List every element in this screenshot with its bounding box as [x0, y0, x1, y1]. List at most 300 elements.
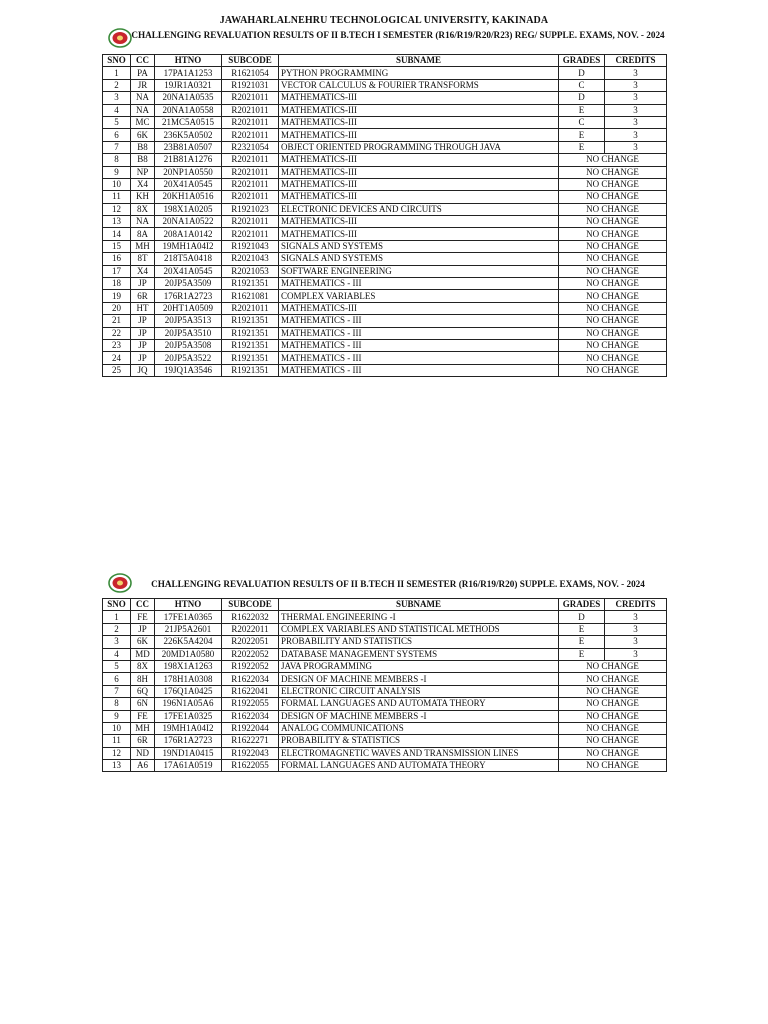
- cc-cell: PA: [131, 67, 155, 79]
- subcode-cell: R1921351: [222, 315, 279, 327]
- htno-cell: 20NA1A0522: [155, 216, 222, 228]
- cc-cell: A6: [131, 760, 155, 772]
- cc-cell: JR: [131, 79, 155, 91]
- result-status-cell: NO CHANGE: [559, 203, 667, 215]
- cc-cell: B8: [131, 154, 155, 166]
- cc-cell: MH: [131, 240, 155, 252]
- table-row: [103, 265, 667, 277]
- result-status-cell: NO CHANGE: [559, 685, 667, 697]
- title-second-table: CHALLENGING REVALUATION RESULTS OF II B.TECH II SEMESTER (R16/R19/R20) SUPPLE. EXAMS, NOV. - 2024: [151, 579, 645, 589]
- subname-cell: COMPLEX VARIABLES AND STATISTICAL METHODS: [279, 623, 559, 635]
- subcode-cell: R2021011: [222, 228, 279, 240]
- cc-cell: JP: [131, 339, 155, 351]
- cc-cell: 6K: [131, 636, 155, 648]
- credits-cell: 3: [605, 623, 667, 635]
- subname-cell: MATHEMATICS - III: [279, 315, 559, 327]
- htno-cell: 218T5A0418: [155, 253, 222, 265]
- subcode-cell: R1921351: [222, 364, 279, 376]
- subname-cell: ELECTROMAGNETIC WAVES AND TRANSMISSION LINES: [279, 747, 559, 759]
- table-row: [103, 747, 667, 759]
- subcode-cell: R2021011: [222, 92, 279, 104]
- subcode-cell: R1621081: [222, 290, 279, 302]
- table-row: [103, 92, 667, 104]
- sno-cell: 9: [103, 166, 131, 178]
- htno-cell: 176R1A2723: [155, 735, 222, 747]
- htno-cell: 19JR1A0321: [155, 79, 222, 91]
- result-status-cell: NO CHANGE: [559, 166, 667, 178]
- subcode-cell: R2021043: [222, 253, 279, 265]
- subcode-cell: R2321054: [222, 141, 279, 153]
- table-row: [103, 79, 667, 91]
- table-row: [103, 178, 667, 190]
- subcode-cell: R1622034: [222, 710, 279, 722]
- table-row: [103, 228, 667, 240]
- grade-cell: E: [559, 141, 605, 153]
- result-status-cell: NO CHANGE: [559, 660, 667, 672]
- table-row: [103, 302, 667, 314]
- sno-cell: 24: [103, 352, 131, 364]
- subname-cell: ANALOG COMMUNICATIONS: [279, 722, 559, 734]
- subcode-cell: R1921023: [222, 203, 279, 215]
- sno-cell: 1: [103, 67, 131, 79]
- result-status-cell: NO CHANGE: [559, 327, 667, 339]
- sno-cell: 16: [103, 253, 131, 265]
- table-row: [103, 253, 667, 265]
- column-header-cc: CC: [131, 599, 155, 611]
- table-row: [103, 722, 667, 734]
- sno-cell: 12: [103, 747, 131, 759]
- cc-cell: NA: [131, 104, 155, 116]
- sno-cell: 12: [103, 203, 131, 215]
- sno-cell: 11: [103, 191, 131, 203]
- grade-cell: D: [559, 67, 605, 79]
- htno-cell: 20X41A0545: [155, 265, 222, 277]
- table-row: [103, 216, 667, 228]
- subname-cell: PROBABILITY & STATISTICS: [279, 735, 559, 747]
- sno-cell: 20: [103, 302, 131, 314]
- subcode-cell: R2022052: [222, 648, 279, 660]
- cc-cell: KH: [131, 191, 155, 203]
- subcode-cell: R1921351: [222, 278, 279, 290]
- subcode-cell: R2021011: [222, 154, 279, 166]
- table-body: [103, 611, 667, 772]
- sno-cell: 13: [103, 760, 131, 772]
- subcode-cell: R1921351: [222, 327, 279, 339]
- htno-cell: 20NA1A0558: [155, 104, 222, 116]
- subcode-cell: R1621054: [222, 67, 279, 79]
- subcode-cell: R2021053: [222, 265, 279, 277]
- subname-cell: DESIGN OF MACHINE MEMBERS -I: [279, 710, 559, 722]
- subcode-cell: R1622034: [222, 673, 279, 685]
- htno-cell: 21JP5A2601: [155, 623, 222, 635]
- sno-cell: 9: [103, 710, 131, 722]
- subcode-cell: R1622041: [222, 685, 279, 697]
- table-row: [103, 364, 667, 376]
- column-header-sno: SNO: [103, 599, 131, 611]
- table-row: [103, 660, 667, 672]
- cc-cell: 8X: [131, 660, 155, 672]
- htno-cell: 23B81A0507: [155, 141, 222, 153]
- htno-cell: 17A61A0519: [155, 760, 222, 772]
- table-row: [103, 623, 667, 635]
- htno-cell: 20NA1A0535: [155, 92, 222, 104]
- sno-cell: 22: [103, 327, 131, 339]
- result-status-cell: NO CHANGE: [559, 747, 667, 759]
- cc-cell: ND: [131, 747, 155, 759]
- subname-cell: MATHEMATICS-III: [279, 154, 559, 166]
- sno-cell: 25: [103, 364, 131, 376]
- subname-cell: MATHEMATICS-III: [279, 129, 559, 141]
- column-header-subcode: SUBCODE: [222, 55, 279, 67]
- cc-cell: 6R: [131, 290, 155, 302]
- sno-cell: 15: [103, 240, 131, 252]
- table-row: [103, 141, 667, 153]
- table-row: [103, 154, 667, 166]
- sno-cell: 23: [103, 339, 131, 351]
- htno-cell: 198X1A1263: [155, 660, 222, 672]
- htno-cell: 198X1A0205: [155, 203, 222, 215]
- result-status-cell: NO CHANGE: [559, 265, 667, 277]
- subcode-cell: R2021011: [222, 178, 279, 190]
- cc-cell: NA: [131, 92, 155, 104]
- subcode-cell: R2021011: [222, 191, 279, 203]
- cc-cell: JP: [131, 315, 155, 327]
- subname-cell: ELECTRONIC CIRCUIT ANALYSIS: [279, 685, 559, 697]
- sno-cell: 6: [103, 129, 131, 141]
- subname-cell: PROBABILITY AND STATISTICS: [279, 636, 559, 648]
- cc-cell: FE: [131, 611, 155, 623]
- htno-cell: 20JP5A3508: [155, 339, 222, 351]
- table-row: [103, 240, 667, 252]
- result-status-cell: NO CHANGE: [559, 698, 667, 710]
- results-table-1: [102, 54, 667, 377]
- subcode-cell: R1922055: [222, 698, 279, 710]
- result-status-cell: NO CHANGE: [559, 290, 667, 302]
- grade-cell: E: [559, 129, 605, 141]
- result-status-cell: NO CHANGE: [559, 191, 667, 203]
- university-name: JAWAHARLALNEHRU TECHNOLOGICAL UNIVERSITY, KAKINADA: [219, 15, 549, 26]
- sno-cell: 3: [103, 92, 131, 104]
- subname-cell: SOFTWARE ENGINEERING: [279, 265, 559, 277]
- cc-cell: B8: [131, 141, 155, 153]
- grade-cell: C: [559, 116, 605, 128]
- cc-cell: NA: [131, 216, 155, 228]
- table-row: [103, 648, 667, 660]
- htno-cell: 20MD1A0580: [155, 648, 222, 660]
- subcode-cell: R1622271: [222, 735, 279, 747]
- subname-cell: MATHEMATICS - III: [279, 352, 559, 364]
- table-row: [103, 673, 667, 685]
- subname-cell: MATHEMATICS - III: [279, 278, 559, 290]
- subname-cell: MATHEMATICS-III: [279, 302, 559, 314]
- cc-cell: 8X: [131, 203, 155, 215]
- column-header-cc: CC: [131, 55, 155, 67]
- result-status-cell: NO CHANGE: [559, 228, 667, 240]
- cc-cell: JQ: [131, 364, 155, 376]
- subname-cell: MATHEMATICS-III: [279, 178, 559, 190]
- sno-cell: 21: [103, 315, 131, 327]
- htno-cell: 21MC5A0515: [155, 116, 222, 128]
- sno-cell: 4: [103, 648, 131, 660]
- sno-cell: 5: [103, 660, 131, 672]
- subname-cell: MATHEMATICS-III: [279, 166, 559, 178]
- table-row: [103, 735, 667, 747]
- cc-cell: JP: [131, 278, 155, 290]
- result-status-cell: NO CHANGE: [559, 673, 667, 685]
- credits-cell: 3: [605, 648, 667, 660]
- subcode-cell: R2022011: [222, 623, 279, 635]
- subname-cell: ELECTRONIC DEVICES AND CIRCUITS: [279, 203, 559, 215]
- grade-cell: E: [559, 623, 605, 635]
- credits-cell: 3: [605, 141, 667, 153]
- subcode-cell: R1921031: [222, 79, 279, 91]
- table-header-row: [103, 599, 667, 611]
- column-header-subcode: SUBCODE: [222, 599, 279, 611]
- result-status-cell: NO CHANGE: [559, 178, 667, 190]
- result-status-cell: NO CHANGE: [559, 253, 667, 265]
- sno-cell: 7: [103, 141, 131, 153]
- htno-cell: 19JQ1A3546: [155, 364, 222, 376]
- htno-cell: 208A1A0142: [155, 228, 222, 240]
- sno-cell: 8: [103, 154, 131, 166]
- htno-cell: 236K5A0502: [155, 129, 222, 141]
- table-row: [103, 710, 667, 722]
- result-status-cell: NO CHANGE: [559, 710, 667, 722]
- cc-cell: FE: [131, 710, 155, 722]
- table-row: [103, 191, 667, 203]
- table-row: [103, 352, 667, 364]
- cc-cell: MD: [131, 648, 155, 660]
- result-status-cell: NO CHANGE: [559, 278, 667, 290]
- table-row: [103, 290, 667, 302]
- htno-cell: 17FE1A0325: [155, 710, 222, 722]
- cc-cell: 6Q: [131, 685, 155, 697]
- cc-cell: MC: [131, 116, 155, 128]
- table-header-row: [103, 55, 667, 67]
- sno-cell: 4: [103, 104, 131, 116]
- subcode-cell: R1921043: [222, 240, 279, 252]
- htno-cell: 178H1A0308: [155, 673, 222, 685]
- table-row: [103, 166, 667, 178]
- cc-cell: X4: [131, 178, 155, 190]
- sno-cell: 6: [103, 673, 131, 685]
- cc-cell: MH: [131, 722, 155, 734]
- sno-cell: 2: [103, 79, 131, 91]
- sno-cell: 2: [103, 623, 131, 635]
- subname-cell: SIGNALS AND SYSTEMS: [279, 253, 559, 265]
- column-header-grades: GRADES: [559, 599, 605, 611]
- table-row: [103, 636, 667, 648]
- grade-cell: C: [559, 79, 605, 91]
- subname-cell: MATHEMATICS-III: [279, 216, 559, 228]
- result-status-cell: NO CHANGE: [559, 302, 667, 314]
- sno-cell: 7: [103, 685, 131, 697]
- credits-cell: 3: [605, 611, 667, 623]
- sno-cell: 11: [103, 735, 131, 747]
- sno-cell: 14: [103, 228, 131, 240]
- table-row: [103, 116, 667, 128]
- result-status-cell: NO CHANGE: [559, 364, 667, 376]
- subcode-cell: R2022051: [222, 636, 279, 648]
- subname-cell: MATHEMATICS-III: [279, 228, 559, 240]
- result-status-cell: NO CHANGE: [559, 154, 667, 166]
- subname-cell: MATHEMATICS - III: [279, 339, 559, 351]
- subname-cell: JAVA PROGRAMMING: [279, 660, 559, 672]
- htno-cell: 19ND1A0415: [155, 747, 222, 759]
- table-row: [103, 278, 667, 290]
- cc-cell: HT: [131, 302, 155, 314]
- htno-cell: 20NP1A0550: [155, 166, 222, 178]
- credits-cell: 3: [605, 636, 667, 648]
- htno-cell: 20JP5A3510: [155, 327, 222, 339]
- table-row: [103, 327, 667, 339]
- result-status-cell: NO CHANGE: [559, 216, 667, 228]
- grade-cell: D: [559, 92, 605, 104]
- subcode-cell: R2021011: [222, 116, 279, 128]
- column-header-sno: SNO: [103, 55, 131, 67]
- grade-cell: E: [559, 636, 605, 648]
- column-header-htno: HTNO: [155, 55, 222, 67]
- subname-cell: SIGNALS AND SYSTEMS: [279, 240, 559, 252]
- cc-cell: JP: [131, 623, 155, 635]
- sno-cell: 1: [103, 611, 131, 623]
- credits-cell: 3: [605, 92, 667, 104]
- subcode-cell: R1922052: [222, 660, 279, 672]
- subname-cell: PYTHON PROGRAMMING: [279, 67, 559, 79]
- table-row: [103, 203, 667, 215]
- column-header-subname: SUBNAME: [279, 599, 559, 611]
- column-header-htno: HTNO: [155, 599, 222, 611]
- cc-cell: 8A: [131, 228, 155, 240]
- column-header-subname: SUBNAME: [279, 55, 559, 67]
- htno-cell: 20KH1A0516: [155, 191, 222, 203]
- subname-cell: FORMAL LANGUAGES AND AUTOMATA THEORY: [279, 698, 559, 710]
- htno-cell: 20HT1A0509: [155, 302, 222, 314]
- sno-cell: 3: [103, 636, 131, 648]
- result-status-cell: NO CHANGE: [559, 760, 667, 772]
- credits-cell: 3: [605, 104, 667, 116]
- table-row: [103, 67, 667, 79]
- sno-cell: 10: [103, 722, 131, 734]
- credits-cell: 3: [605, 67, 667, 79]
- column-header-credits: CREDITS: [605, 55, 667, 67]
- table-row: [103, 698, 667, 710]
- table-row: [103, 104, 667, 116]
- subcode-cell: R1622032: [222, 611, 279, 623]
- sno-cell: 8: [103, 698, 131, 710]
- subname-cell: MATHEMATICS-III: [279, 116, 559, 128]
- result-status-cell: NO CHANGE: [559, 352, 667, 364]
- grade-cell: D: [559, 611, 605, 623]
- credits-cell: 3: [605, 129, 667, 141]
- cc-cell: 6K: [131, 129, 155, 141]
- result-status-cell: NO CHANGE: [559, 240, 667, 252]
- htno-cell: 196N1A05A6: [155, 698, 222, 710]
- subcode-cell: R1921351: [222, 339, 279, 351]
- subcode-cell: R1922043: [222, 747, 279, 759]
- sno-cell: 19: [103, 290, 131, 302]
- table-row: [103, 685, 667, 697]
- university-logo-icon: [108, 28, 132, 48]
- subname-cell: MATHEMATICS - III: [279, 364, 559, 376]
- htno-cell: 21B81A1276: [155, 154, 222, 166]
- htno-cell: 17PA1A1253: [155, 67, 222, 79]
- grade-cell: E: [559, 104, 605, 116]
- subname-cell: MATHEMATICS-III: [279, 104, 559, 116]
- htno-cell: 20JP5A3509: [155, 278, 222, 290]
- subname-cell: FORMAL LANGUAGES AND AUTOMATA THEORY: [279, 760, 559, 772]
- subname-cell: MATHEMATICS-III: [279, 191, 559, 203]
- cc-cell: NP: [131, 166, 155, 178]
- cc-cell: 6N: [131, 698, 155, 710]
- credits-cell: 3: [605, 79, 667, 91]
- credits-cell: 3: [605, 116, 667, 128]
- subname-cell: OBJECT ORIENTED PROGRAMMING THROUGH JAVA: [279, 141, 559, 153]
- result-status-cell: NO CHANGE: [559, 735, 667, 747]
- table-row: [103, 339, 667, 351]
- subcode-cell: R1622055: [222, 760, 279, 772]
- subname-cell: COMPLEX VARIABLES: [279, 290, 559, 302]
- table-body: [103, 67, 667, 377]
- htno-cell: 20JP5A3522: [155, 352, 222, 364]
- htno-cell: 176R1A2723: [155, 290, 222, 302]
- sno-cell: 18: [103, 278, 131, 290]
- sno-cell: 5: [103, 116, 131, 128]
- sno-cell: 17: [103, 265, 131, 277]
- table-row: [103, 315, 667, 327]
- subcode-cell: R2021011: [222, 166, 279, 178]
- htno-cell: 226K5A4204: [155, 636, 222, 648]
- table-row: [103, 760, 667, 772]
- university-logo-icon: [108, 573, 132, 593]
- subcode-cell: R1921351: [222, 352, 279, 364]
- sno-cell: 10: [103, 178, 131, 190]
- htno-cell: 20X41A0545: [155, 178, 222, 190]
- title-first-table: CHALLENGING REVALUATION RESULTS OF II B.TECH I SEMESTER (R16/R19/R20/R23) REG/ SUPPLE. EXAMS, NOV. - 2024: [131, 30, 665, 40]
- cc-cell: 8T: [131, 253, 155, 265]
- htno-cell: 17FE1A0365: [155, 611, 222, 623]
- htno-cell: 176Q1A0425: [155, 685, 222, 697]
- column-header-grades: GRADES: [559, 55, 605, 67]
- table-row: [103, 129, 667, 141]
- cc-cell: X4: [131, 265, 155, 277]
- result-status-cell: NO CHANGE: [559, 315, 667, 327]
- subname-cell: THERMAL ENGINEERING -I: [279, 611, 559, 623]
- htno-cell: 19MH1A04I2: [155, 240, 222, 252]
- cc-cell: 8H: [131, 673, 155, 685]
- subcode-cell: R2021011: [222, 129, 279, 141]
- subname-cell: MATHEMATICS-III: [279, 92, 559, 104]
- subname-cell: VECTOR CALCULUS & FOURIER TRANSFORMS: [279, 79, 559, 91]
- subname-cell: DATABASE MANAGEMENT SYSTEMS: [279, 648, 559, 660]
- subcode-cell: R2021011: [222, 302, 279, 314]
- subcode-cell: R2021011: [222, 104, 279, 116]
- htno-cell: 19MH1A04I2: [155, 722, 222, 734]
- results-table-2: [102, 598, 667, 772]
- subcode-cell: R1922044: [222, 722, 279, 734]
- result-status-cell: NO CHANGE: [559, 339, 667, 351]
- subcode-cell: R2021011: [222, 216, 279, 228]
- subname-cell: DESIGN OF MACHINE MEMBERS -I: [279, 673, 559, 685]
- htno-cell: 20JP5A3513: [155, 315, 222, 327]
- column-header-credits: CREDITS: [605, 599, 667, 611]
- sno-cell: 13: [103, 216, 131, 228]
- cc-cell: JP: [131, 327, 155, 339]
- subname-cell: MATHEMATICS - III: [279, 327, 559, 339]
- table-row: [103, 611, 667, 623]
- cc-cell: JP: [131, 352, 155, 364]
- result-status-cell: NO CHANGE: [559, 722, 667, 734]
